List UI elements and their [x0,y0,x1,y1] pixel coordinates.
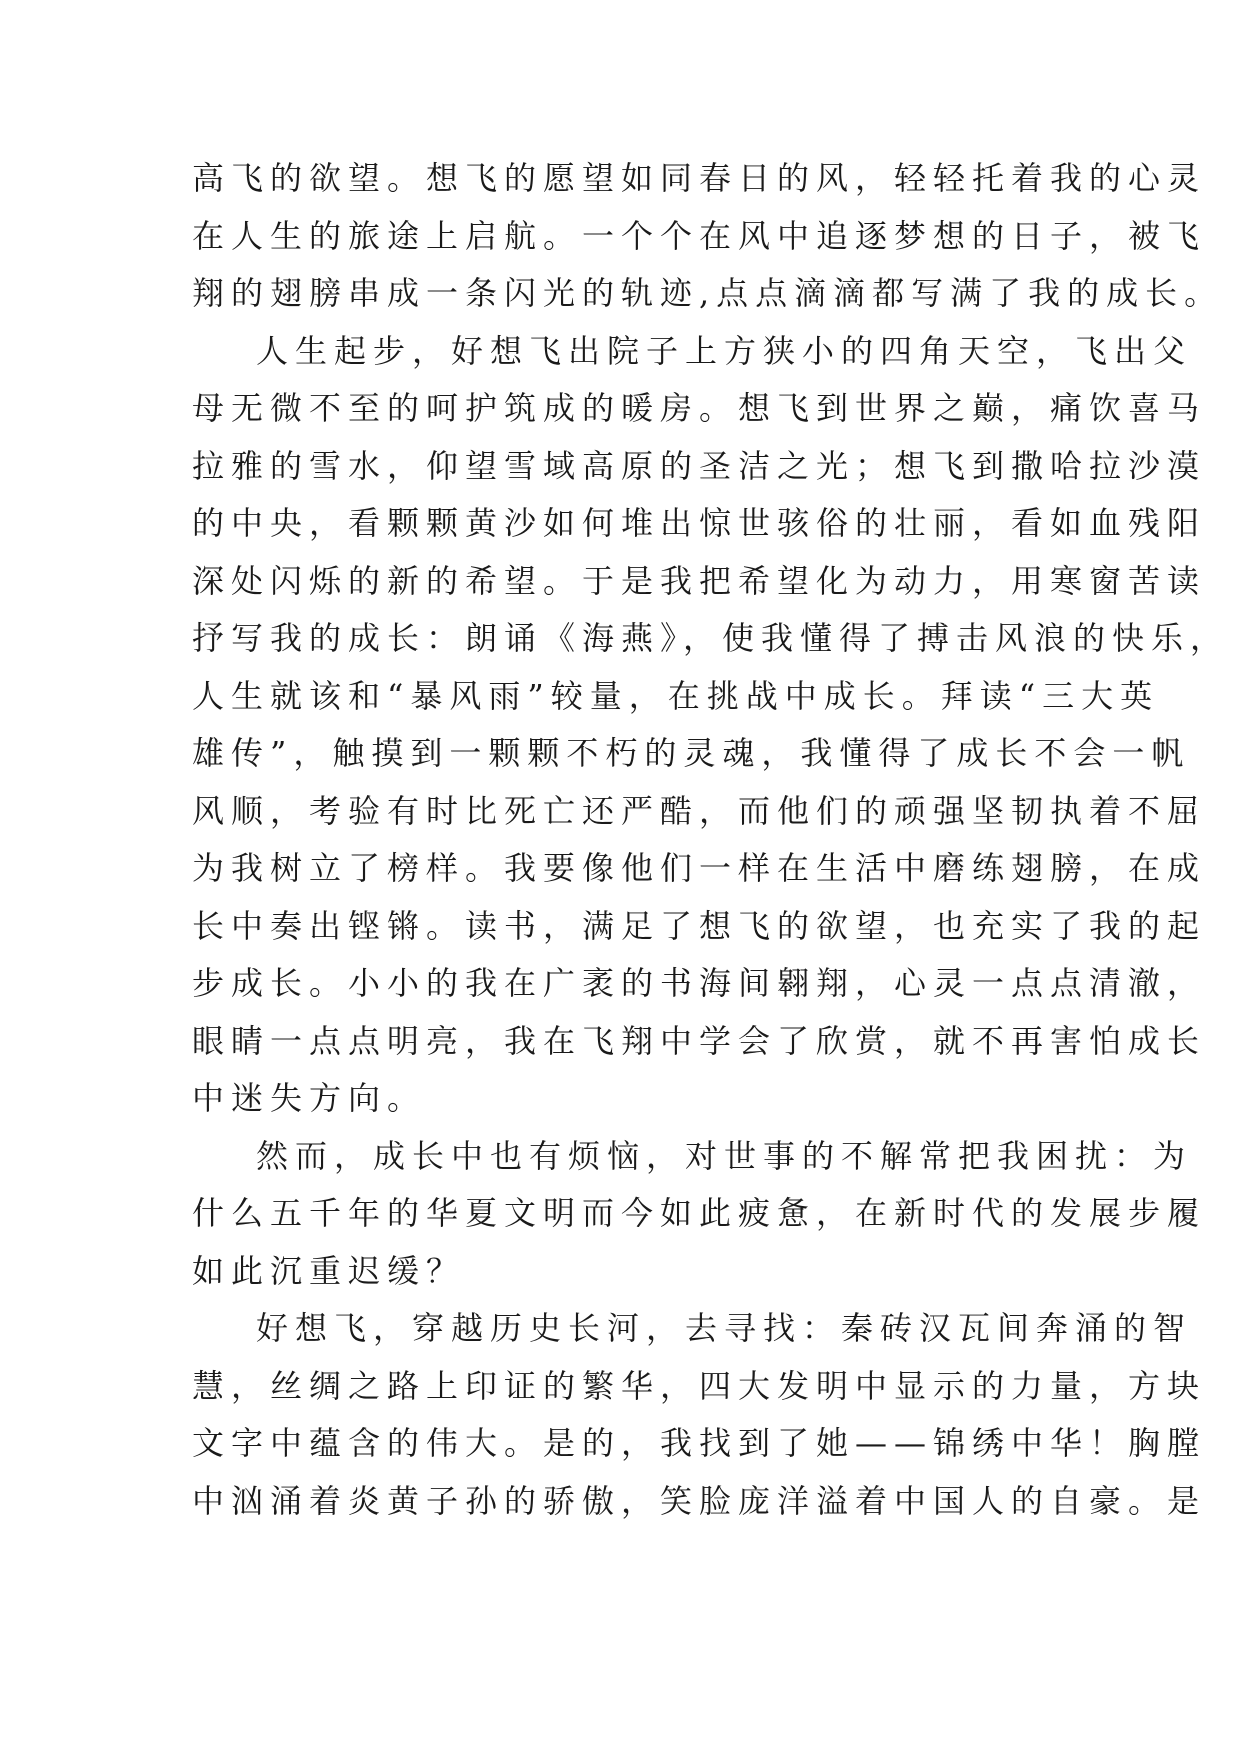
text-line: 在人生的旅途上启航。一个个在风中追逐梦想的日子，被飞 [192,216,1207,255]
text-line: 抒写我的成长：朗诵《海燕》，使我懂得了搏击风浪的快乐， [192,619,1230,657]
text-line: 拉雅的雪水，仰望雪域高原的圣洁之光；想飞到撒哈拉沙漠 [192,446,1207,485]
text-line: 眼睛一点点明亮，我在飞翔中学会了欣赏，就不再害怕成长 [192,1021,1207,1060]
text-line: 文字中蕴含的伟大。是的，我找到了她——锦绣中华！胸膛 [192,1424,1207,1462]
text-line: 翔的翅膀串成一条闪光的轨迹,点点滴滴都写满了我的成长。 [192,274,1224,312]
paragraph-first-line: 人生起步，好想飞出院子上方狭小的四角天空，飞出父 [256,331,1193,370]
text-line: 中汹涌着炎黄子孙的骄傲，笑脸庞洋溢着中国人的自豪。是 [192,1481,1207,1520]
text-line: 的中央，看颗颗黄沙如何堆出惊世骇俗的壮丽，看如血残阳 [192,504,1207,542]
text-line: 深处闪烁的新的希望。于是我把希望化为动力，用寒窗苦读 [192,561,1207,600]
text-line: 母无微不至的呵护筑成的暖房。想飞到世界之巅，痛饮喜马 [192,389,1207,427]
text-line: 风顺，考验有时比死亡还严酷，而他们的顽强坚韧执着不屈 [192,791,1207,830]
text-line: 如此沉重迟缓？ [192,1251,466,1290]
essay-body [192,150,1230,1530]
paragraph-first-line: 然而，成长中也有烦恼，对世事的不解常把我困扰：为 [256,1136,1193,1175]
text-line: 雄传”，触摸到一颗颗不朽的灵魂，我懂得了成长不会一帆 [192,734,1191,772]
paragraph-first-line: 好想飞，穿越历史长河，去寻找：秦砖汉瓦间奔涌的智 [256,1309,1193,1347]
text-line: 中迷失方向。 [192,1079,427,1117]
text-line: 长中奏出铿锵。读书，满足了想飞的欲望，也充实了我的起 [192,906,1207,945]
text-line: 慧，丝绸之路上印证的繁华，四大发明中显示的力量，方块 [192,1366,1207,1405]
text-line: 高飞的欲望。想飞的愿望如同春日的风，轻轻托着我的心灵 [192,159,1207,197]
text-line: 人生就该和“暴风雨”较量，在挑战中成长。拜读“三大英 [192,676,1160,715]
text-line: 为我树立了榜样。我要像他们一样在生活中磨练翅膀，在成 [192,849,1207,887]
text-line: 什么五千年的华夏文明而今如此疲惫，在新时代的发展步履 [192,1194,1207,1232]
text-line: 步成长。小小的我在广袤的书海间翱翔，心灵一点点清澈， [192,964,1207,1002]
